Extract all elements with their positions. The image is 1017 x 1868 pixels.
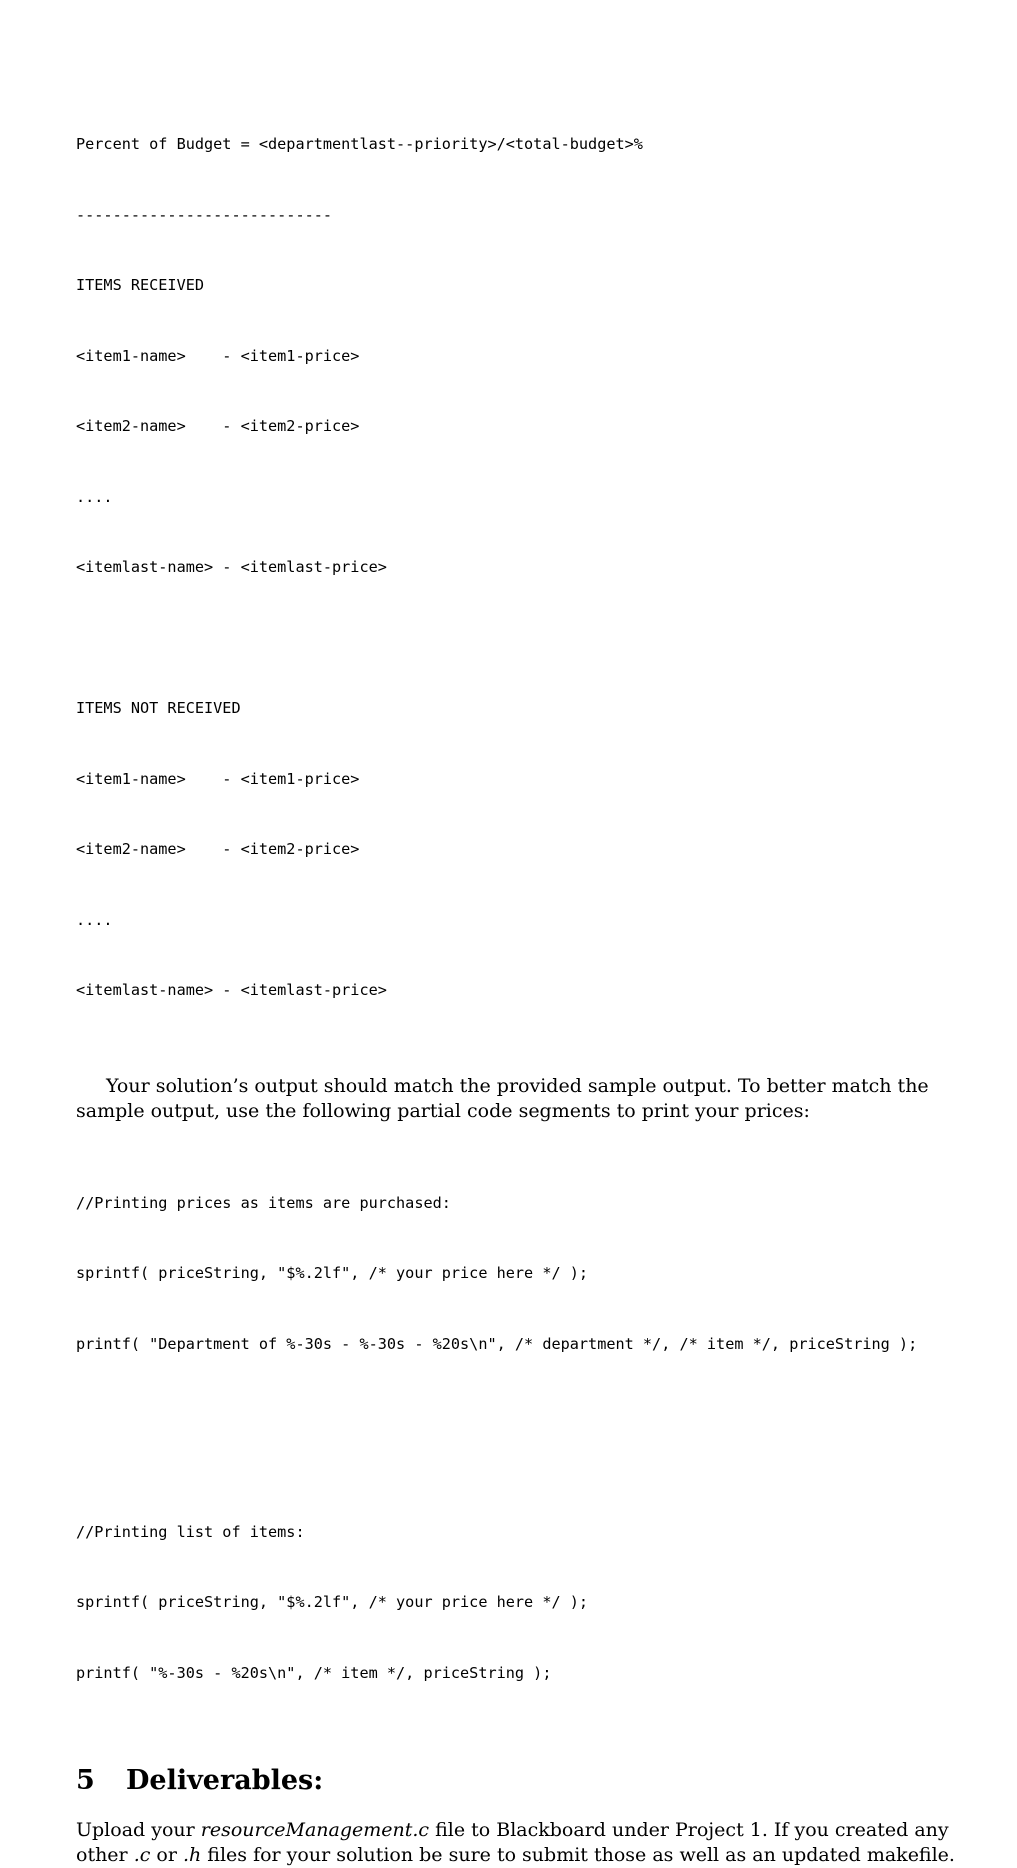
code-line: <item2-name> - <item2-price> — [76, 417, 360, 435]
code-line: printf( "Department of %-30s - %-30s - %20s\n", /* department */, /* item */, priceString ); — [76, 1334, 918, 1353]
code-line: //Printing prices as items are purchased: — [76, 1193, 451, 1212]
code-line: sprintf( priceString, "$%.2lf", /* your price here */ ); — [76, 1593, 589, 1611]
deliverables-text: files for your solution be sure to submit those as well as an updated makefile. — [201, 1844, 955, 1866]
code-line: <itemlast-name> - <itemlast-price> — [76, 981, 387, 999]
code-line: <item1-name> - <item1-price> — [76, 769, 360, 788]
section-title: Deliverables: — [126, 1765, 324, 1796]
code-line: .... — [76, 487, 113, 506]
code-segment-purchased — [76, 1145, 996, 1474]
deliverables-text: or — [150, 1844, 183, 1866]
code-line: ITEMS RECEIVED — [76, 276, 205, 294]
code-line: ---------------------------- — [76, 205, 333, 224]
code-line: .... — [76, 910, 113, 929]
code-line: <item2-name> - <item2-price> — [76, 840, 360, 858]
code-segment-list — [76, 1474, 996, 1733]
code-line: Percent of Budget = <departmentlast--priority>/<total-budget>% — [76, 135, 643, 153]
extension-c: .c — [133, 1844, 151, 1866]
file-name: resourceManagement.c — [200, 1819, 430, 1841]
code-line: ITEMS NOT RECEIVED — [76, 699, 241, 717]
section-number: 5 — [76, 1765, 95, 1796]
document-page — [76, 86, 996, 1868]
code-line: sprintf( priceString, "$%.2lf", /* your price here */ ); — [76, 1264, 589, 1282]
extension-h: .h — [182, 1844, 202, 1866]
code-line: //Printing list of items: — [76, 1522, 305, 1541]
code-line: <itemlast-name> - <itemlast-price> — [76, 558, 387, 576]
blank-line — [76, 1403, 996, 1427]
instructions-paragraph: Your solution’s output should match the provided sample output. To better match the sample output, use the following partial code segments to print your prices: — [76, 1074, 929, 1122]
code-line: printf( "%-30s - %20s\n", /* item */, priceString ); — [76, 1663, 552, 1682]
section-heading — [76, 1764, 996, 1798]
output-format-block — [76, 86, 996, 1050]
deliverables-text: Upload your — [76, 1819, 201, 1841]
deliverables-paragraph — [76, 1818, 996, 1868]
deliverables-text: file to Blackboard under Project 1. If you created any other — [76, 1819, 949, 1866]
code-line — [76, 627, 996, 651]
code-line: <item1-name> - <item1-price> — [76, 346, 360, 365]
